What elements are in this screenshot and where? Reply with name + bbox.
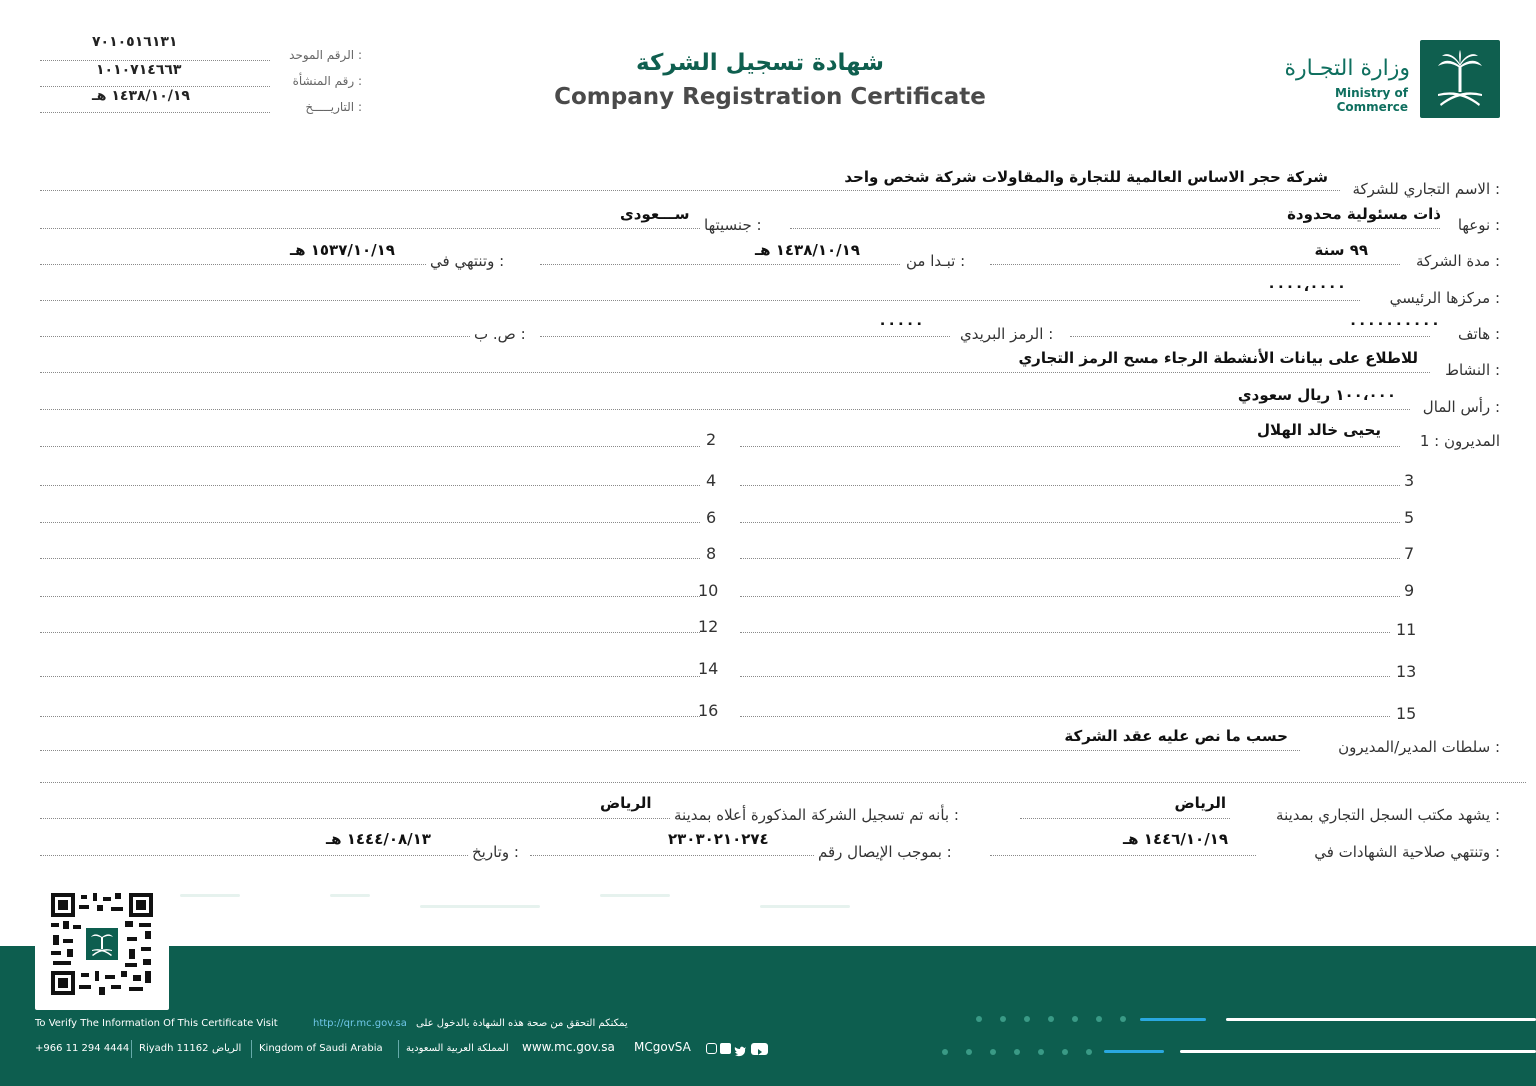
footer-kingdom-arabic: المملكة العربية السعودية: [406, 1043, 509, 1054]
phone-label: هاتف :: [1457, 325, 1500, 343]
receipt-number-label: بموجب الإيصال رقم :: [818, 843, 952, 861]
registered-city-value: الرياض: [600, 794, 652, 812]
footer-social-handle: MCgovSA: [634, 1040, 691, 1054]
activity-label: النشاط :: [1445, 361, 1500, 379]
trade-name-label: الاسم التجاري للشركة :: [1352, 180, 1500, 198]
verify-link[interactable]: http://qr.mc.gov.sa: [313, 1018, 407, 1029]
footer-phone: +966 11 294 4444: [35, 1043, 130, 1054]
trade-name-value: شركة حجر الاساس العالمية للتجارة والمقاولات شركة شخص واحد: [844, 168, 1328, 186]
authority-value: حسب ما نص عليه عقد الشركة: [1064, 727, 1288, 745]
headquarters-label: مركزها الرئيسي :: [1389, 289, 1500, 307]
start-date-value: ١٤٣٨/١٠/١٩ هـ: [755, 241, 860, 259]
manager-number: 16: [698, 701, 719, 720]
authority-label: سلطات المدير/المديرون :: [1338, 738, 1500, 756]
footer-riyadh-english: Riyadh 11162: [139, 1043, 209, 1054]
start-date-label: تبـدا من :: [906, 252, 966, 270]
title-arabic: شهادة تسجيل الشركة: [636, 50, 884, 76]
duration-label: مدة الشركة :: [1416, 252, 1500, 270]
nationality-label: جنسيتها :: [704, 216, 762, 234]
po-box-label: ص. ب :: [474, 325, 526, 343]
activity-value: للاطلاع على بيانات الأنشطة الرجاء مسح الرمز التجاري: [1018, 349, 1418, 367]
manager-number: 4: [706, 471, 717, 490]
registry-office-label: يشهد مكتب السجل التجاري بمدينة :: [1276, 806, 1500, 824]
capital-value: ١٠٠،٠٠٠ ريال سعودي: [1237, 386, 1396, 404]
facility-number-value: ١٠١٠٧١٤٦٦٣: [96, 62, 182, 78]
issue-date-label: التاريـــــخ :: [305, 100, 362, 114]
qr-code-icon: [49, 891, 155, 997]
footer-riyadh-arabic: الرياض: [212, 1043, 242, 1054]
type-value: ذات مسئولية محدودة: [1287, 205, 1441, 223]
facility-number-label: رقم المنشأة :: [292, 74, 362, 88]
registered-city-label: بأنه تم تسجيل الشركة المذكورة أعلاه بمدينة :: [674, 806, 959, 824]
footer-band: [0, 946, 1536, 1086]
nationality-value: ســـعودى: [620, 205, 690, 223]
manager-number: 10: [698, 581, 719, 600]
issue-date-value: ١٤٣٨/١٠/١٩ هـ: [92, 88, 190, 104]
manager-number: 8: [706, 544, 717, 563]
manager-number: 12: [698, 617, 719, 636]
manager-number: 3: [1404, 471, 1415, 490]
ministry-logo: [1420, 40, 1500, 118]
registry-office-value: الرياض: [1174, 794, 1226, 812]
manager-1-value: يحيى خالد الهلال: [1256, 421, 1381, 439]
manager-number: 9: [1404, 581, 1415, 600]
instagram-icon[interactable]: [706, 1043, 717, 1054]
youtube-icon[interactable]: [751, 1043, 768, 1055]
duration-value: ٩٩ سنة: [1314, 241, 1368, 259]
qr-code[interactable]: [35, 878, 169, 1010]
end-date-label: وتنتهي في :: [430, 252, 505, 270]
unified-number-value: ٧٠١٠٥١٦١٣١: [92, 34, 178, 50]
manager-number: 13: [1396, 662, 1417, 681]
verify-text-english: To Verify The Information Of This Certificate Visit: [35, 1018, 278, 1029]
manager-number: 7: [1404, 544, 1415, 563]
capital-label: رأس المال :: [1422, 398, 1500, 416]
facebook-icon[interactable]: [720, 1043, 731, 1054]
ministry-name-arabic: وزارة التجـارة: [1284, 56, 1410, 81]
palm-swords-icon: [1432, 48, 1488, 110]
validity-label: وتنتهي صلاحية الشهادات في :: [1314, 843, 1500, 861]
footer-kingdom-english: Kingdom of Saudi Arabia: [259, 1043, 383, 1054]
manager-number: 6: [706, 508, 717, 527]
twitter-icon[interactable]: [734, 1042, 747, 1054]
verify-text-arabic: يمكنكم التحقق من صحة هذه الشهادة بالدخول على: [416, 1018, 628, 1029]
manager-number: 11: [1396, 620, 1417, 639]
receipt-number-value: ٢٣٠٣٠٢١٠٢٧٤: [668, 830, 769, 848]
title-english: Company Registration Certificate: [554, 84, 986, 110]
manager-number: 14: [698, 659, 719, 678]
type-label: نوعها :: [1457, 216, 1500, 234]
manager-number: 15: [1396, 704, 1417, 723]
ministry-name-english: Ministry of Commerce: [1335, 86, 1408, 114]
manager-number: 5: [1404, 508, 1415, 527]
receipt-date-label: وتاريخ :: [472, 843, 519, 861]
unified-number-label: الرقم الموحد :: [289, 48, 362, 62]
end-date-value: ١٥٣٧/١٠/١٩ هـ: [290, 241, 395, 259]
manager-number: 2: [706, 430, 717, 449]
postal-code-label: الرمز البريدي :: [960, 325, 1054, 343]
validity-value: ١٤٤٦/١٠/١٩ هـ: [1123, 830, 1228, 848]
postal-code-value: ٠٠٠٠٠: [878, 314, 924, 332]
footer-website[interactable]: www.mc.gov.sa: [522, 1040, 615, 1054]
receipt-date-value: ١٤٤٤/٠٨/١٣ هـ: [326, 830, 431, 848]
managers-label: المديرون : 1: [1419, 432, 1500, 450]
phone-value: ٠٠٠٠٠٠٠٠٠٠: [1348, 314, 1440, 332]
headquarters-value: ٠٠٠٠،٠٠٠٠: [1267, 277, 1346, 295]
